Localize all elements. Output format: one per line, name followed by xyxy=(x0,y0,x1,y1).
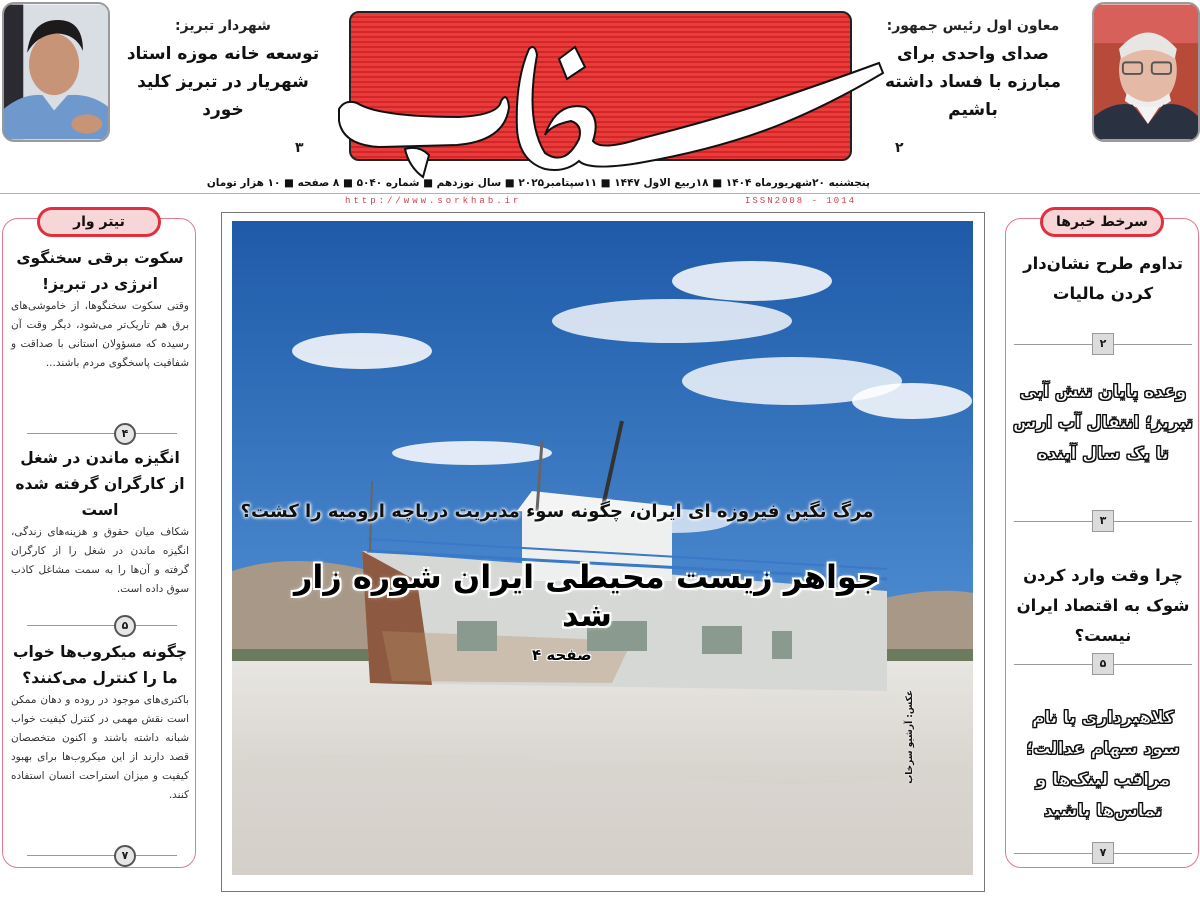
brief-body: شکاف میان حقوق و هزینه‌های زندگی، انگیزه ماندن در شغل را از کارگران گرفته و آن‌ها را به سمت مشاغل کاذب سوق داده است. xyxy=(11,526,189,595)
page-number-badge: ۵ xyxy=(114,615,136,637)
brief-body: باکتری‌های موجود در روده و دهان ممکن است نقش مهمی در کنترل کیفیت خواب شبانه داشته باشند و اکنون متخصصان قصد دارند از این میکروب‌ها برای بهبود کیفیت و میزان استراحت انسان استفاده کنند. xyxy=(11,694,189,801)
photo-credit: عکس: آرشیو سرخاب xyxy=(905,690,915,784)
section-label-titrvar: تیتر وار xyxy=(37,207,161,237)
story-divider xyxy=(1014,657,1192,670)
headline-item[interactable]: وعده پایان تنش آبی تبریز؛ انتقال آب ارس تا یک سال آینده xyxy=(1013,382,1193,464)
logo-calligraphy xyxy=(339,21,879,181)
teaser-page-number: ۲ xyxy=(895,140,904,156)
teaser-page-number: ۳ xyxy=(295,140,304,156)
brief-story[interactable] xyxy=(11,245,189,373)
headline-item[interactable]: چرا وقت وارد کردن شوک به اقتصاد ایران نیست؟ xyxy=(1016,566,1190,645)
first-vp-photo[interactable] xyxy=(1092,2,1200,142)
portrait-image xyxy=(1094,4,1198,140)
teaser-title: توسعه خانه موزه استاد شهریار در تبریز کلید خورد xyxy=(126,44,320,120)
teaser-title: صدای واحدی برای مبارزه با فساد داشته باشیم xyxy=(884,44,1062,120)
masthead xyxy=(0,0,1200,206)
page-number-badge: ۵ xyxy=(1092,653,1114,675)
tabriz-mayor-photo[interactable] xyxy=(2,2,110,142)
top-headlines-column xyxy=(1005,214,1199,868)
portrait-image xyxy=(4,4,108,140)
stranded-ship-image xyxy=(232,221,973,875)
page-number-badge: ۷ xyxy=(114,845,136,867)
page-number-badge: ۳ xyxy=(1092,510,1114,532)
page-number-badge: ۴ xyxy=(114,423,136,445)
brief-title: چگونه میکروب‌ها خواب ما را کنترل می‌کنند؟ xyxy=(12,643,188,687)
dateline: پنجشنبه ۲۰شهریورماه ۱۴۰۴ ■ ۱۸ربیع الاول ۱۴۴۷ ■ ۱۱سپتامبر۲۰۲۵ ■ سال نوزدهم ■ شماره ۵۰۴۰ ■ ۸ صفحه ■ ۱۰ هزار تومان xyxy=(206,177,870,189)
story-divider xyxy=(27,849,177,862)
teaser-kicker: معاون اول رئیس جمهور: xyxy=(886,18,1060,34)
story-divider xyxy=(27,427,177,440)
lead-subheadline: مرگ نگین فیروزه ای ایران، چگونه سوء مدیریت دریاچه ارومیه را کشت؟ xyxy=(240,501,874,522)
lead-headline: جواهر زیست محیطی ایران شوره زار شد xyxy=(293,558,881,634)
lake-urmia-photo[interactable] xyxy=(232,221,973,875)
story-divider xyxy=(1014,846,1192,859)
brief-title: انگیزه ماندن در شغل از کارگران گرفته شده است xyxy=(15,449,185,519)
brief-title: سکوت برقی سخنگوی انرژی در تبریز! xyxy=(16,249,184,293)
section-label-sarkhat: سرخط خبرها xyxy=(1040,207,1164,237)
headline-item[interactable]: کلاهبرداری با نام سود سهام عدالت؛ مراقب لینک‌ها و تماس‌ها باشید xyxy=(1026,708,1180,821)
page-number-badge: ۲ xyxy=(1092,333,1114,355)
brief-story[interactable] xyxy=(11,639,189,805)
story-divider xyxy=(1014,337,1192,350)
page-number-badge: ۷ xyxy=(1092,842,1114,864)
story-divider xyxy=(27,619,177,632)
website-link[interactable]: http://www.sorkhab.ir xyxy=(345,196,522,206)
sorkhab-logo[interactable] xyxy=(349,11,852,161)
teaser-first-vp[interactable] xyxy=(868,18,1078,124)
brief-story[interactable] xyxy=(11,445,189,599)
teaser-kicker: شهردار تبریز: xyxy=(175,18,271,34)
masthead-divider xyxy=(0,193,1200,194)
lead-story[interactable] xyxy=(221,212,985,892)
issn-number: ISSN2008 - 1014 xyxy=(745,196,857,206)
brief-body: وقتی سکوت سخنگوها، از خاموشی‌های برق هم تاریک‌تر می‌شود، دیگر وقت آن رسیده که مسؤولان استانی با صداقت و شفافیت پاسخگوی مردم باشند... xyxy=(11,300,189,369)
story-divider xyxy=(1014,514,1192,527)
lead-page-reference[interactable]: صفحه ۴ xyxy=(532,646,592,664)
teaser-tabriz-mayor[interactable] xyxy=(118,18,328,124)
headline-briefs-column xyxy=(2,214,196,868)
headline-item[interactable]: تداوم طرح نشان‌دار کردن مالیات xyxy=(1023,254,1183,303)
